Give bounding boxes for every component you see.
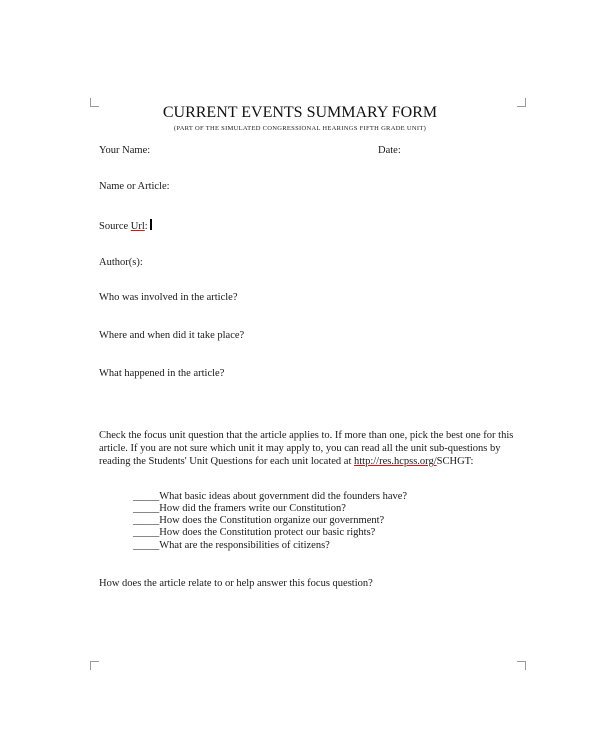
article-name-label: Name or Article: [99, 181, 170, 192]
focus-question-3[interactable] [133, 515, 384, 526]
crop-mark-bottom-right [517, 661, 526, 670]
answer-blank[interactable]: _____ [133, 491, 160, 502]
answer-blank[interactable]: _____ [133, 527, 160, 538]
crop-mark-bottom-left [90, 661, 99, 670]
focus-question-2[interactable] [133, 503, 346, 514]
question-text: How did the framers write our Constitution? [159, 503, 346, 514]
instructions-link[interactable]: http://res.hcpss.org/ [354, 456, 437, 467]
where-when-question: Where and when did it take place? [99, 330, 245, 341]
instructions-link-suffix: SCHGT: [436, 456, 474, 467]
source-url-label[interactable] [99, 219, 152, 232]
source-suffix: : [144, 221, 148, 232]
answer-blank[interactable]: _____ [133, 540, 160, 551]
focus-question-1[interactable] [133, 491, 407, 502]
source-prefix: Source [99, 221, 131, 232]
question-text: How does the Constitution protect our basic rights? [159, 527, 376, 538]
instructions-paragraph [99, 429, 519, 468]
authors-label: Author(s): [99, 257, 143, 268]
what-question: What happened in the article? [99, 368, 225, 379]
answer-blank[interactable]: _____ [133, 515, 160, 526]
answer-blank[interactable]: _____ [133, 503, 160, 514]
instructions-text: Check the focus unit question that the article applies to. If more than one, pick the best one for this article. If you are not sure which unit it may apply to, you can read all the unit sub-questions by reading the Students' Unit Questions for each unit located at [99, 430, 514, 467]
final-question: How does the article relate to or help answer this focus question? [99, 578, 373, 589]
form-title: CURRENT EVENTS SUMMARY FORM [162, 104, 438, 121]
focus-question-5[interactable] [133, 540, 330, 551]
who-question: Who was involved in the article? [99, 292, 238, 303]
your-name-label: Your Name: [99, 145, 151, 156]
source-url-word: Url [130, 221, 145, 232]
date-label: Date: [378, 145, 401, 156]
focus-question-4[interactable] [133, 527, 375, 538]
question-text: How does the Constitution organize our government? [159, 515, 385, 526]
text-cursor [150, 219, 152, 230]
question-text: What are the responsibilities of citizens? [159, 540, 330, 551]
question-text: What basic ideas about government did the founders have? [159, 491, 408, 502]
form-subtitle: (PART OF THE SIMULATED CONGRESSIONAL HEARINGS FIFTH GRADE UNIT) [173, 125, 427, 132]
